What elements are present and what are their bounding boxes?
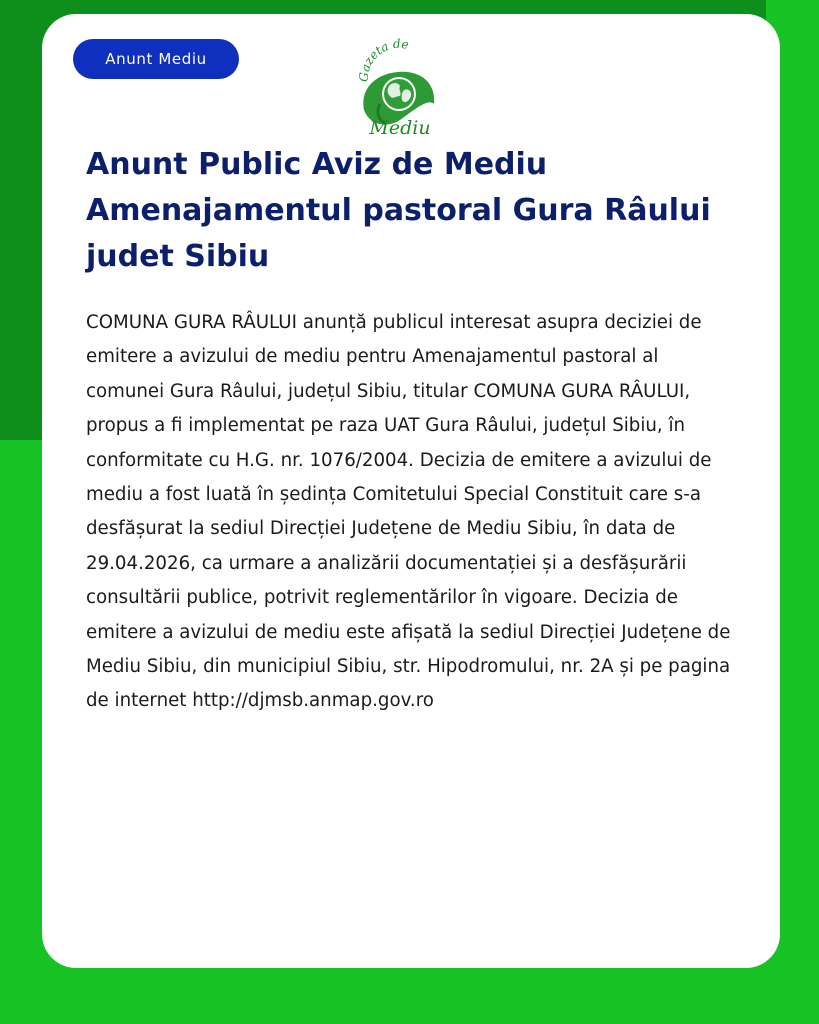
article-body: COMUNA GURA RÂULUI anunță publicul interesat asupra deciziei de emitere a avizului de mediu pentru Amenajamentul pastoral al comunei Gura Râului, județul Sibiu, titular COMUNA GURA RÂULUI, propus a fi implementat pe raza UAT Gura Râului, județul Sibiu, în conformitate cu H.G. nr. 1076/2004. Decizia de emitere a avizului de mediu a fost luată în ședința Comitetului Special Constituit care s-a desfășurat la sediul Direcției Județene de Mediu Sibiu, în data de 29.04.2026, ca urmare a analizării documentației și a desfășurării consultării publice, potrivit reglementărilor în vigoare. Decizia de emitere a avizului de mediu este afișată la sediul Direcției Județene de Mediu Sibiu, din municipiul Sibiu, str. Hipodromului, nr. 2A și pe pagina de internet http://djmsb.anmap.gov.ro [86, 312, 731, 712]
logo-text-top: Gazeta de [356, 36, 410, 83]
gazeta-de-mediu-logo [356, 34, 442, 138]
article-title: Anunt Public Aviz de Mediu Amenajamentul pastoral Gura Râului judet Sibiu [86, 147, 711, 274]
category-badge[interactable]: Anunt Mediu [73, 39, 239, 79]
announcement-card [42, 14, 780, 968]
logo-text-bottom: Mediu [369, 117, 431, 138]
